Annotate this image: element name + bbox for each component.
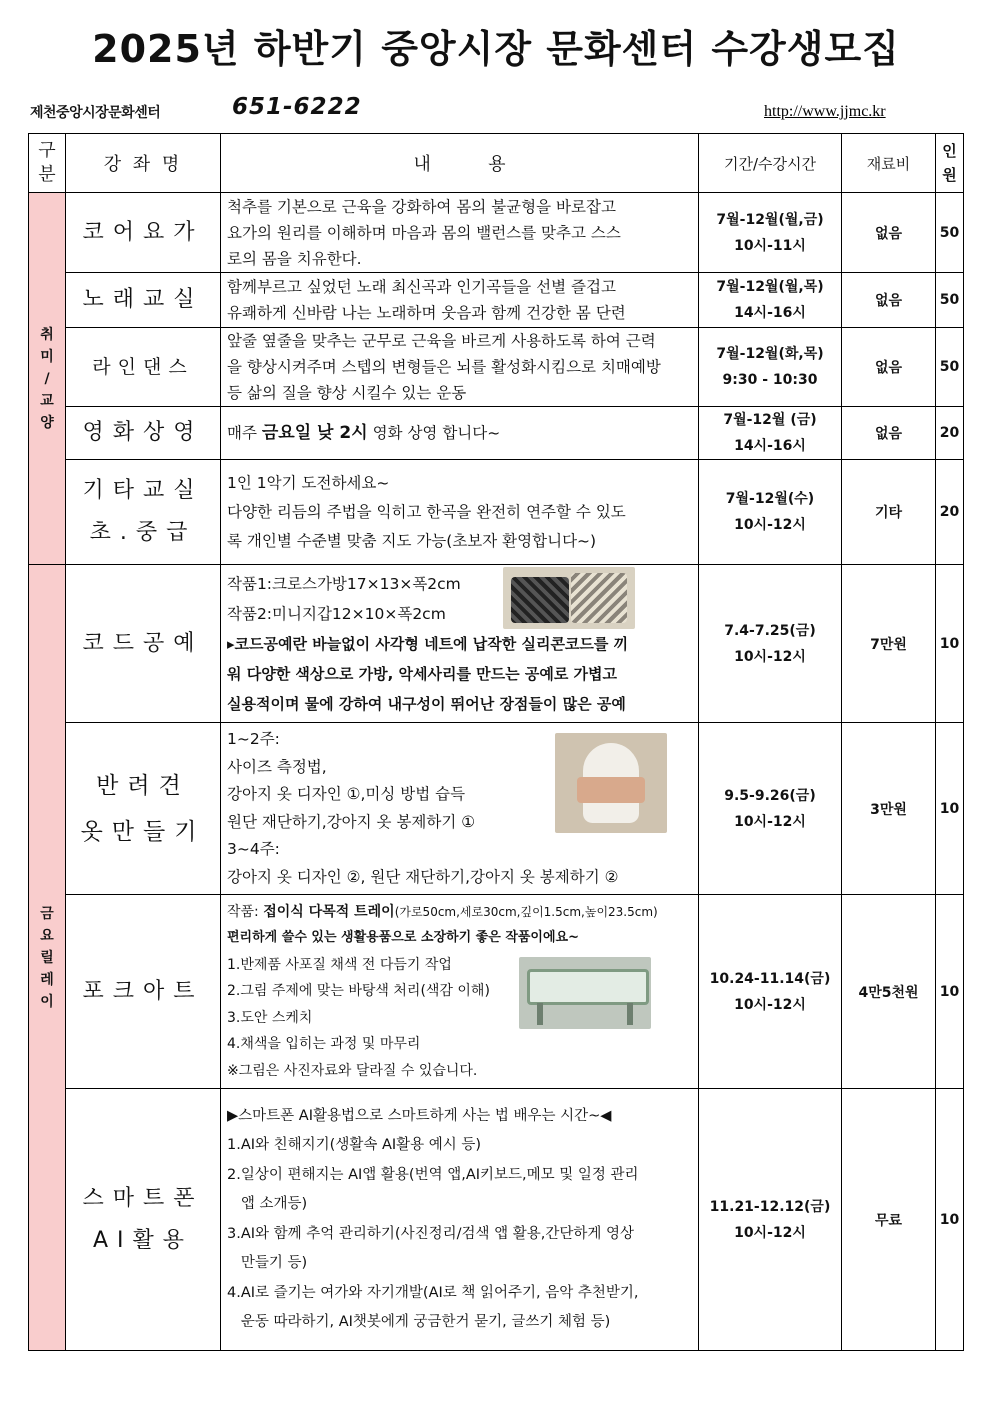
course-fee: 3만원: [842, 723, 936, 895]
course-content: 작품1:크로스가방17×13×폭2cm 작품2:미니지갑12×10×폭2cm ▸코드공예란 바늘없이 사각형 네트에 납작한 실리콘코드를 끼 워 다양한 색상으로 가방, 악세사리를 만드는 공예로 가볍고 실용적이며 물에 강하여 내구성이 뛰어난 장점들이 많은 공예: [221, 565, 699, 723]
course-name: 코드공예: [66, 565, 221, 723]
course-count: 50: [936, 328, 964, 407]
course-period: 7월-12월(월,금) 10시-11시: [699, 193, 842, 273]
course-content: ▶스마트폰 AI활용법으로 스마트하게 사는 법 배우는 시간~◀ 1.AI와 친해지기(생활속 AI활용 예시 등) 2.일상이 편해지는 AI앱 활용(번역 앱,AI키보드,메모 및 일정 관리 앱 소개등) 3.AI와 함께 추억 관리하기(사진정리/검색 앱 활용,간단하게 영상 만들기 등) 4.AI로 즐기는 여가와 자기개발(AI로 책 읽어주기, 음악 추천받기, 운동 따라하기, AI챗봇에게 궁금한거 묻기, 글쓰기 체험 등): [221, 1089, 699, 1351]
table-row: [29, 723, 964, 895]
dog-clothes-photo: [555, 733, 667, 833]
course-name: 코어요가: [66, 193, 221, 273]
course-period: 7월-12월 (금) 14시-16시: [699, 407, 842, 460]
course-content: 앞줄 옆줄을 맞추는 군무로 근육을 바르게 사용하도록 하여 근력 을 향상시켜주며 스텝의 변형들은 뇌를 활성화시킴으로 치매예방 등 삶의 질을 향상 시킬수 있는 운동: [221, 328, 699, 407]
category-relay: 금 요 릴 레 이: [29, 565, 66, 1351]
course-table: [28, 133, 964, 1351]
course-period: 7월-12월(화,목) 9:30 - 10:30: [699, 328, 842, 407]
table-row: [29, 565, 964, 723]
folk-art-tray-photo: [519, 957, 651, 1029]
course-period: 7.4-7.25(금) 10시-12시: [699, 565, 842, 723]
course-fee: 없음: [842, 193, 936, 273]
course-name: 라인댄스: [66, 328, 221, 407]
course-name: 반려견 옷만들기: [66, 723, 221, 895]
course-fee: 무료: [842, 1089, 936, 1351]
course-count: 10: [936, 565, 964, 723]
phone-number: 651-6222: [232, 94, 362, 120]
course-period: 7월-12월(월,목) 14시-16시: [699, 273, 842, 328]
course-name: 노래교실: [66, 273, 221, 328]
header-gubun: 구 분: [29, 134, 66, 193]
course-period: 11.21-12.12(금) 10시-12시: [699, 1089, 842, 1351]
cord-bag-photo: [503, 567, 635, 629]
course-content: 1~2주: 사이즈 측정법, 강아지 옷 디자인 ①,미싱 방법 습득 원단 재단하기,강아지 옷 봉제하기 ① 3~4주: 강아지 옷 디자인 ②, 원단 재단하기,강아지 옷 봉제하기 ②: [221, 723, 699, 895]
course-content: 매주 금요일 낮 2시 영화 상영 합니다~: [221, 407, 699, 460]
course-name: 영화상영: [66, 407, 221, 460]
course-count: 20: [936, 460, 964, 565]
category-hobby: 취 미 / 교 양: [29, 193, 66, 565]
course-count: 50: [936, 193, 964, 273]
course-fee: 4만5천원: [842, 895, 936, 1089]
org-name: 제천중앙시장문화센터: [30, 105, 161, 121]
course-name: 포크아트: [66, 895, 221, 1089]
course-count: 20: [936, 407, 964, 460]
page-title: 2025년 하반기 중앙시장 문화센터 수강생모집: [92, 27, 900, 71]
header-count: 인 원: [936, 134, 964, 193]
header-period: 기간/수강시간: [699, 134, 842, 193]
course-count: 50: [936, 273, 964, 328]
course-fee: 없음: [842, 407, 936, 460]
table-row: [29, 193, 964, 273]
course-fee: 없음: [842, 273, 936, 328]
table-row: [29, 1089, 964, 1351]
course-count: 10: [936, 895, 964, 1089]
course-period: 7월-12월(수) 10시-12시: [699, 460, 842, 565]
table-row: [29, 460, 964, 565]
header-name: 강 좌 명: [66, 134, 221, 193]
table-row: [29, 328, 964, 407]
course-count: 10: [936, 723, 964, 895]
course-period: 9.5-9.26(금) 10시-12시: [699, 723, 842, 895]
course-period: 10.24-11.14(금) 10시-12시: [699, 895, 842, 1089]
course-content: 작품: 접이식 다목적 트레이(가로50cm,세로30cm,깊이1.5cm,높이23.5cm) 편리하게 쓸수 있는 생활용품으로 소장하기 좋은 작품이에요~ 1.반제품 사포질 채색 전 다듬기 작업 2.그림 주제에 맞는 바탕색 처리(색감 이해) 3.도안 스케치 4.채색을 입히는 과정 및 마무리 ※그림은 사진자료와 달라질 수 있습니다.: [221, 895, 699, 1089]
course-content: 1인 1악기 도전하세요~ 다양한 리듬의 주법을 익히고 한곡을 완전히 연주할 수 있도 록 개인별 수준별 맞춤 지도 가능(초보자 환영합니다~): [221, 460, 699, 565]
table-header-row: [29, 134, 964, 193]
header-fee: 재료비: [842, 134, 936, 193]
table-row: [29, 407, 964, 460]
course-fee: 기타: [842, 460, 936, 565]
table-row: [29, 273, 964, 328]
course-name: 기타교실 초.중급: [66, 460, 221, 565]
course-content: 척추를 기본으로 근육을 강화하여 몸의 불균형을 바로잡고 요가의 원리를 이해하며 마음과 몸의 밸런스를 맞추고 스스 로의 몸을 치유한다.: [221, 193, 699, 273]
header-content: 내 용: [221, 134, 699, 193]
website-link[interactable]: http://www.jjmc.kr: [764, 103, 886, 120]
course-name: 스마트폰 AI활용: [66, 1089, 221, 1351]
course-fee: 없음: [842, 328, 936, 407]
table-row: [29, 895, 964, 1089]
course-content: 함께부르고 싶었던 노래 최신곡과 인기곡들을 선별 즐겁고 유쾌하게 신바람 나는 노래하며 웃음과 함께 건강한 몸 단련: [221, 273, 699, 328]
course-count: 10: [936, 1089, 964, 1351]
course-fee: 7만원: [842, 565, 936, 723]
